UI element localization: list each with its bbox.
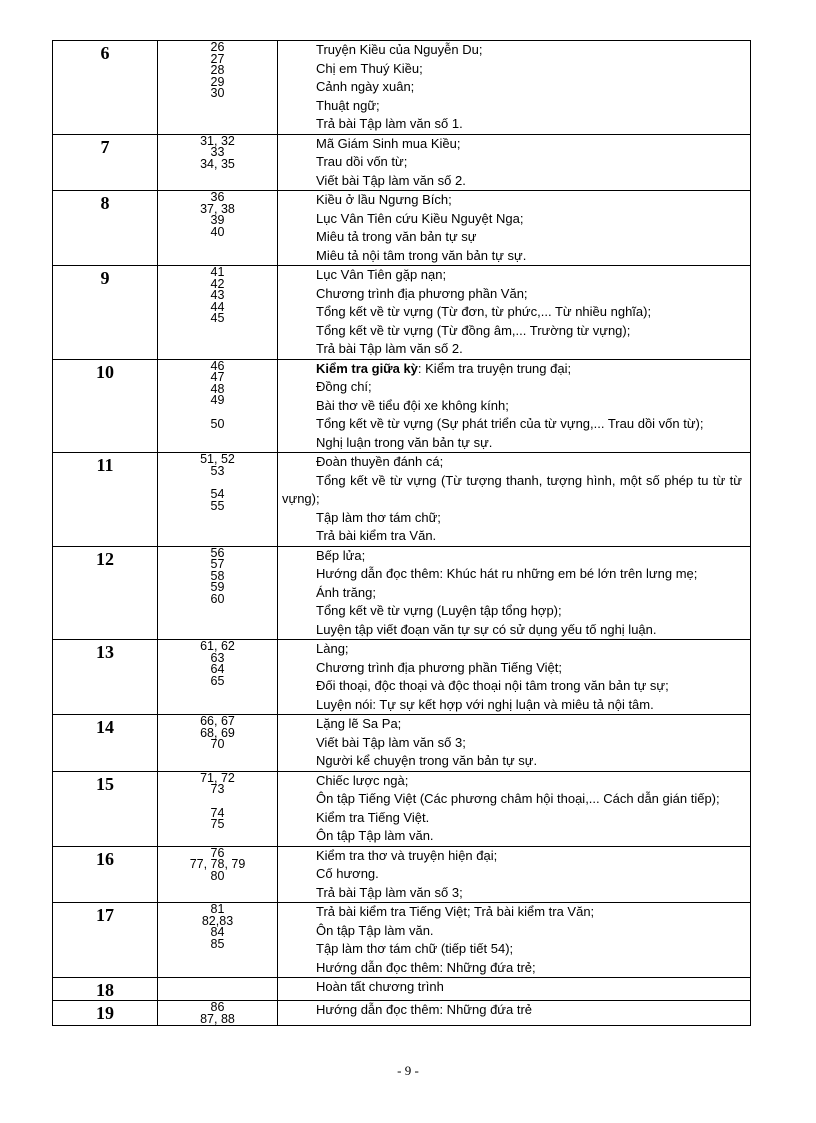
lesson-line: Miêu tả nội tâm trong văn bản tự sự. [316,247,527,263]
lesson-line: Tổng kết về từ vựng (Sự phát triển của từ vựng,... Trau dồi vốn từ); [316,416,704,431]
period-number: 43 [210,288,225,302]
period-number: 57 [210,557,225,571]
lesson-line: Luyện tập viết đoạn văn tự sự có sử dụng yếu tố nghị luận. [316,621,657,637]
period-list [158,903,278,978]
lesson-line: Bài thơ về tiểu đội xe không kính; [316,397,509,413]
schedule-row [53,715,751,772]
lesson-line: Trả bài kiểm tra Văn. [316,528,437,543]
lesson-line: Thuật ngữ; [316,97,380,113]
period-number: 85 [210,936,225,951]
schedule-row [53,640,751,715]
week-number: 14 [53,715,158,772]
lesson-line: Tập làm thơ tám chữ; [316,509,441,525]
lesson-line: Kiểm tra Tiếng Việt. [316,809,430,825]
period-number: 42 [210,276,225,291]
schedule-body [53,41,751,1026]
lesson-line: Đồng chí; [316,379,372,394]
lesson-line: Truyện Kiều của Nguyễn Du; [316,42,483,57]
week-number: 13 [53,640,158,715]
lesson-line: Lục Vân Tiên gặp nạn; [316,267,447,282]
week-number: 7 [53,134,158,191]
lesson-content [278,1001,751,1026]
schedule-row [53,546,751,640]
lesson-line: Lục Vân Tiên cứu Kiều Nguyệt Nga; [316,210,524,226]
period-number: 31, 32 [200,133,235,148]
week-number: 10 [53,359,158,453]
lesson-line: Làng; [316,641,349,656]
period-number: 73 [210,782,225,796]
lesson-content [278,846,751,903]
lesson-content [278,359,751,453]
lesson-line: Hoàn tất chương trình [316,979,444,994]
week-number: 17 [53,903,158,978]
lesson-content [278,640,751,715]
lesson-bold-lead: Kiểm tra giữa kỳ [316,360,418,376]
lesson-line: Ôn tập Tập làm văn. [316,828,434,843]
lesson-line: Hướng dẫn đọc thêm: Khúc hát ru những em bé lớn trên lưng mẹ; [316,566,698,581]
period-number: 55 [210,498,225,513]
lesson-line: Người kể chuyện trong văn bản tự sự. [316,753,538,768]
page-number: - 9 - [397,1063,419,1078]
period-list [158,978,278,1001]
lesson-line: Viết bài Tập làm văn số 3; [316,734,466,750]
schedule-table [52,40,751,1026]
period-number: 81 [210,902,225,916]
lesson-content [278,771,751,846]
period-number: 75 [210,817,225,831]
week-number: 15 [53,771,158,846]
period-number: 40 [210,224,225,239]
period-list [158,41,278,135]
period-list [158,546,278,640]
lesson-line: Kiều ở lầu Ngưng Bích; [316,192,452,207]
period-list [158,1001,278,1026]
lesson-line-rest: : Kiểm tra truyện trung đại; [417,360,572,376]
period-number: 34, 35 [200,156,235,171]
period-number: 63 [210,650,225,665]
schedule-row [53,771,751,846]
period-list [158,191,278,266]
lesson-line: Chương trình địa phương phần Văn; [316,285,528,301]
lesson-line: Bếp lửa; [316,547,366,563]
period-list [158,266,278,360]
period-number: 86 [210,1000,225,1014]
lesson-line [282,360,742,379]
lesson-content [278,715,751,772]
period-number: 54 [210,487,225,501]
period-number: 58 [210,568,225,583]
period-number: 61, 62 [200,639,235,653]
week-number: 9 [53,266,158,360]
schedule-row [53,978,751,1001]
period-number [158,979,277,991]
lesson-line: Tổng kết về từ vựng (Từ đơn, từ phức,... Từ nhiều nghĩa); [316,304,652,319]
period-number: 29 [210,74,225,89]
period-number: 39 [210,213,225,227]
week-number: 18 [53,978,158,1001]
period-number: 87, 88 [200,1011,235,1026]
week-number: 12 [53,546,158,640]
lesson-content [278,41,751,135]
lesson-content [278,266,751,360]
lesson-content [278,134,751,191]
lesson-line: Đối thoại, độc thoại và độc thoại nội tâm trong văn bản tự sự; [316,678,669,693]
period-number: 59 [210,580,225,594]
period-number: 36 [210,190,225,204]
schedule-row [53,453,751,547]
period-number: 71, 72 [200,770,235,785]
lesson-line: Ánh trăng; [316,584,376,600]
lesson-line: Trau dồi vốn từ; [316,154,408,169]
period-list [158,134,278,191]
schedule-row [53,359,751,453]
period-number: 33 [210,145,225,159]
lesson-line: Chiếc lược ngà; [316,772,409,788]
lesson-line: Luyện nói: Tự sự kết hợp với nghị luận và miêu tả nội tâm. [316,696,654,712]
schedule-row [53,41,751,135]
lesson-line: Trả bài Tập làm văn số 1. [316,116,463,131]
period-number: 44 [210,299,225,314]
lesson-line: Đoàn thuyền đánh cá; [316,454,444,469]
week-number: 8 [53,191,158,266]
schedule-row [53,1001,751,1026]
lesson-line: Viết bài Tập làm văn số 2. [316,172,466,188]
lesson-line: Miêu tả trong văn bản tự sự [316,229,477,244]
lesson-line: Tổng kết về từ vựng (Từ tượng thanh, tượng hình, một số phép tu từ từ vựng); [282,472,742,506]
period-number: 65 [210,673,225,688]
lesson-line: Tổng kết về từ vựng (Luyện tập tổng hợp); [316,603,562,618]
lesson-line: Ôn tập Tập làm văn. [316,922,434,938]
period-number: 30 [210,86,225,100]
period-number: 50 [210,416,225,431]
period-number: 53 [210,463,225,478]
week-number: 16 [53,846,158,903]
period-number: 45 [210,311,225,325]
lesson-line: Trả bài kiểm tra Tiếng Việt; Trả bài kiểm tra Văn; [316,904,595,919]
lesson-line: Cố hương. [316,866,379,881]
period-number: 66, 67 [200,714,235,728]
lesson-line: Chị em Thuý Kiều; [316,60,423,76]
week-number: 11 [53,453,158,547]
schedule-row [53,846,751,903]
period-number: 74 [210,805,225,820]
period-number: 49 [210,393,225,407]
period-list [158,715,278,772]
period-number: 76 [210,845,225,860]
schedule-row [53,266,751,360]
schedule-row [53,903,751,978]
period-number: 60 [210,591,225,606]
period-number: 28 [210,63,225,77]
lesson-content [278,903,751,978]
lesson-line: Hướng dẫn đọc thêm: Những đứa trẻ [316,1002,533,1017]
schedule-row [53,134,751,191]
lesson-line: Trả bài Tập làm văn số 2. [316,341,463,356]
period-number: 82,83 [201,913,234,928]
week-number: 19 [53,1001,158,1026]
period-number: 26 [210,40,225,54]
period-number: 77, 78, 79 [189,857,246,871]
period-number: 41 [210,265,225,279]
period-number: 84 [210,925,225,939]
lesson-line: Tổng kết về từ vựng (Từ đồng âm,... Trường từ vựng); [316,322,631,338]
lesson-line: Lặng lẽ Sa Pa; [316,716,402,731]
lesson-line: Chương trình địa phương phần Tiếng Việt; [316,659,562,675]
lesson-line: Kiểm tra thơ và truyện hiện đại; [316,847,498,863]
period-number: 56 [210,545,225,560]
period-list [158,359,278,453]
lesson-line: Nghị luận trong văn bản tự sự. [316,434,493,450]
lesson-line: Hướng dẫn đọc thêm: Những đứa trẻ; [316,959,536,975]
period-number: 80 [210,868,225,883]
schedule-row [53,191,751,266]
lesson-content [278,191,751,266]
lesson-content [278,453,751,547]
period-number: 47 [210,370,225,384]
period-number: 51, 52 [200,452,235,466]
period-list [158,453,278,547]
period-number: 68, 69 [200,725,235,740]
lesson-line: Mã Giám Sinh mua Kiều; [316,135,461,151]
period-number: 48 [210,381,225,396]
period-list [158,771,278,846]
week-number: 6 [53,41,158,135]
lesson-content [278,546,751,640]
lesson-line: Cảnh ngày xuân; [316,79,415,94]
lesson-line: Trả bài Tập làm văn số 3; [316,884,463,900]
lesson-content [278,978,751,1001]
lesson-line: Tập làm thơ tám chữ (tiếp tiết 54); [316,941,514,956]
period-list [158,640,278,715]
period-number: 70 [210,737,225,751]
period-list [158,846,278,903]
period-number: 27 [210,51,225,66]
period-number: 64 [210,662,225,676]
lesson-line: Ôn tập Tiếng Việt (Các phương châm hội thoại,... Cách dẫn gián tiếp); [316,791,720,806]
period-number: 37, 38 [200,201,235,216]
period-number: 46 [210,358,225,373]
